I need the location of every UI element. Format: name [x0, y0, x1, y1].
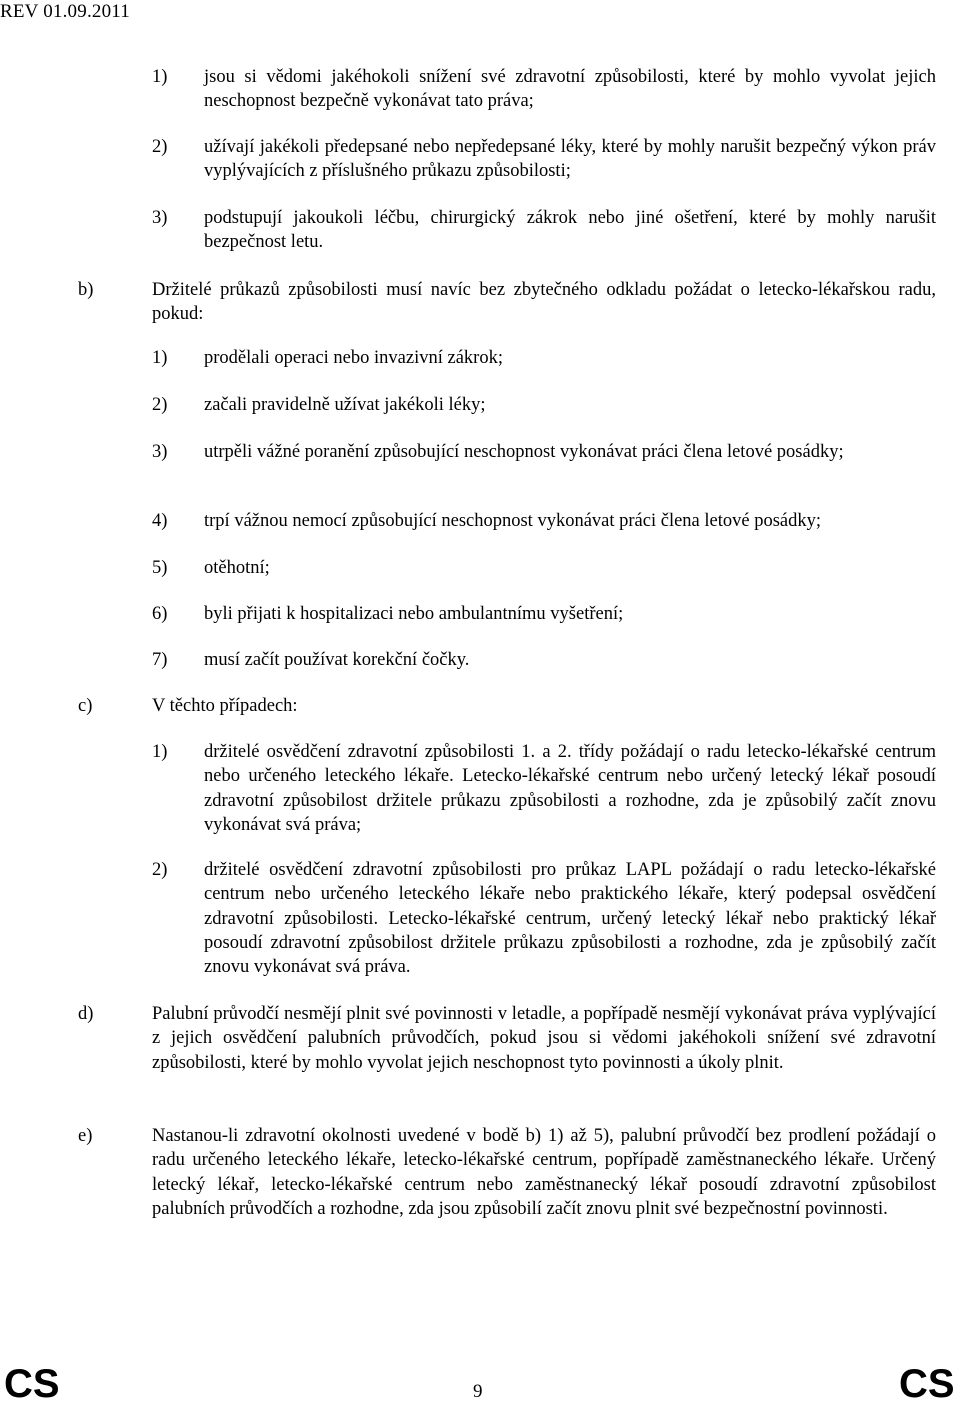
list-item-text: prodělali operaci nebo invazivní zákrok;: [204, 348, 503, 368]
list-item-marker: 3): [152, 442, 168, 462]
section-e-text: Nastanou-li zdravotní okolnosti uvedené v bodě b) 1) až 5), palubní průvodčí bez prodlení požádají o radu určeného leteckého lékaře, letecko-lékařské centrum, popřípadě zaměstnaneckého lékaře. Určený letecký lékař, letecko-lékařské centrum nebo zaměstnanecký lékař posoudí zdravotní způsobilost palubních průvodčích a rozhodne, zda jsou způsobilí začít znovu plnit své bezpečnostní povinnosti.: [152, 1126, 936, 1219]
list-item-text: držitelé osvědčení zdravotní způsobilosti pro průkaz LAPL požádají o radu letecko-lékařské centrum nebo určeného leteckého lékaře nebo praktického lékaře, který podepsal osvědčení zdravotní způsobilosti. Letecko-lékařské centrum, určený letecký lékař nebo praktický lékař posoudí zdravotní způsobilost držitele průkazu způsobilosti a rozhodne, zda je způsobilý začít znovu vykonávat svá práva.: [204, 860, 936, 978]
page-number: 9: [473, 1381, 483, 1402]
list-item-text: užívají jakékoli předepsané nebo nepředepsané léky, které by mohly narušit bezpečný výkon práv vyplývajících z příslušného průkazu způsobilosti;: [204, 137, 936, 182]
section-c-text: V těchto případech:: [152, 696, 298, 716]
footer-language-left: CS: [4, 1362, 60, 1406]
section-marker-d: d): [78, 1004, 94, 1024]
list-item-marker: 5): [152, 558, 168, 578]
list-item-marker: 3): [152, 208, 168, 228]
section-marker-e: e): [78, 1126, 93, 1146]
list-item-text: otěhotní;: [204, 558, 270, 578]
list-item-marker: 1): [152, 742, 168, 762]
section-b-text: Držitelé průkazů způsobilosti musí navíc bez zbytečného odkladu požádat o letecko-lékařskou radu, pokud:: [152, 280, 936, 325]
list-item-text: utrpěli vážné poranění způsobující neschopnost vykonávat práci člena letové posádky;: [204, 442, 844, 462]
list-item-text: podstupují jakoukoli léčbu, chirurgický zákrok nebo jiné ošetření, které by mohly narušit bezpečnost letu.: [204, 208, 936, 253]
list-item-text: trpí vážnou nemocí způsobující neschopnost vykonávat práci člena letové posádky;: [204, 511, 822, 531]
list-item-text: jsou si vědomi jakéhokoli snížení své zdravotní způsobilosti, které by mohlo vyvolat jejich neschopnost bezpečně vykonávat tato práva;: [204, 67, 936, 112]
footer-language-right: CS: [899, 1362, 955, 1406]
list-item-text: začali pravidelně užívat jakékoli léky;: [204, 395, 486, 415]
list-item-text: byli přijati k hospitalizaci nebo ambulantnímu vyšetření;: [204, 604, 624, 624]
list-item-text: držitelé osvědčení zdravotní způsobilosti 1. a 2. třídy požádají o radu letecko-lékařské centrum nebo určeného leteckého lékaře. Letecko-lékařské centrum nebo určený letecký lékař posoudí zdravotní způsobilost držitele průkazu způsobilosti a rozhodne, zda je způsobilý začít znovu vykonávat svá práva;: [204, 742, 936, 835]
section-marker-b: b): [78, 280, 94, 300]
list-item-marker: 2): [152, 137, 168, 157]
list-item-marker: 1): [152, 348, 168, 368]
list-item-marker: 1): [152, 67, 168, 87]
section-marker-c: c): [78, 696, 93, 716]
list-item-marker: 2): [152, 860, 168, 880]
list-item-marker: 4): [152, 511, 168, 531]
section-d-text: Palubní průvodčí nesmějí plnit své povinnosti v letadle, a popřípadě nesmějí vykonávat práva vyplývající z jejich osvědčení palubních průvodčích, pokud jsou si vědomi jakéhokoli snížení své zdravotní způsobilosti, které by mohlo vyvolat jejich neschopnost tyto povinnosti a úkoly plnit.: [152, 1004, 936, 1073]
list-item-marker: 2): [152, 395, 168, 415]
list-item-marker: 6): [152, 604, 168, 624]
list-item-text: musí začít používat korekční čočky.: [204, 650, 470, 670]
revision-header: REV 01.09.2011: [0, 1, 131, 22]
list-item-marker: 7): [152, 650, 168, 670]
